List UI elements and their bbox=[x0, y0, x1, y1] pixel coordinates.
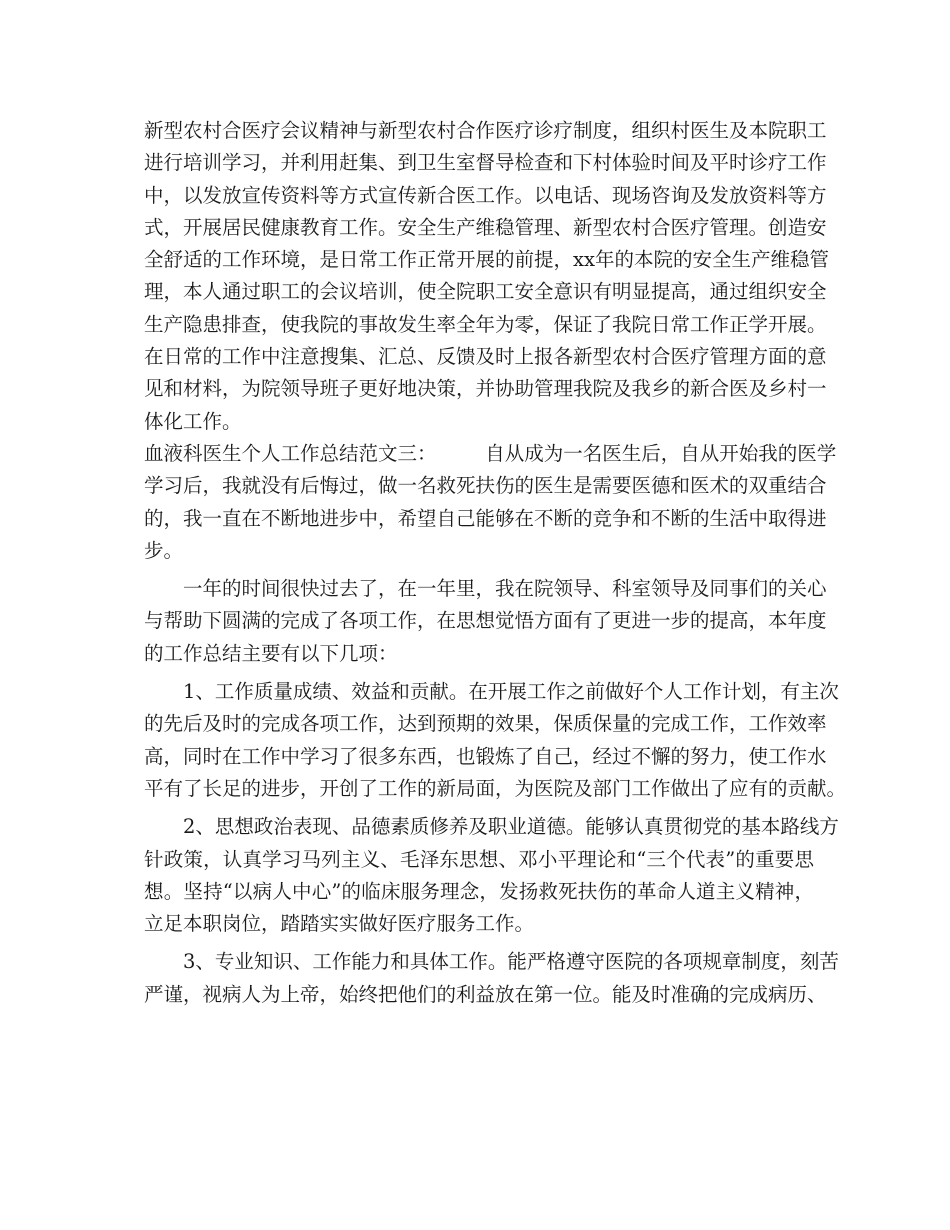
text-line: 生产隐患排查，使我院的事故发生率全年为零，保证了我院日常工作正学开展。 bbox=[144, 312, 827, 336]
text-line: 步。 bbox=[144, 538, 184, 562]
text-line: 严谨，视病人为上帝，始终把他们的利益放在第一位。能及时准确的完成病历、 bbox=[144, 982, 827, 1006]
text-line: 的，我一直在不断地进步中，希望自己能够在不断的竞争和不断的生活中取得进 bbox=[144, 506, 827, 530]
text-line: 见和材料，为院领导班子更好地决策，并协助管理我院及我乡的新合医及乡村一 bbox=[144, 377, 827, 401]
text-line: 新型农村合医疗会议精神与新型农村合作医疗诊疗制度，组织村医生及本院职工 bbox=[144, 119, 827, 142]
text-line: 式，开展居民健康教育工作。安全生产维稳管理、新型农村合医疗管理。创造安 bbox=[144, 215, 827, 239]
text-line: 平有了长足的进步，开创了工作的新局面，为医院及部门工作做出了应有的贡献。 bbox=[144, 776, 847, 800]
text-line: 理，本人通过职工的会议培训，使全院职工安全意识有明显提高，通过组织安全 bbox=[144, 280, 827, 304]
text-line: 高，同时在工作中学习了很多东西，也锻炼了自己，经过不懈的努力，使工作水 bbox=[144, 744, 827, 768]
text-line: 进行培训学习，并利用赶集、到卫生室督导检查和下村体验时间及平时诊疗工作 bbox=[144, 151, 827, 175]
document-body bbox=[144, 115, 847, 1011]
paragraph-first-line: 3、专业知识、工作能力和具体工作。能严格遵守医院的各项规章制度，刻苦 bbox=[183, 950, 839, 974]
text-line: 与帮助下圆满的完成了各项工作，在思想觉悟方面有了更进一步的提高，本年度 bbox=[144, 609, 827, 633]
text-line: 中，以发放宣传资料等方式宣传新合医工作。以电话、现场咨询及发放资料等方 bbox=[144, 183, 827, 207]
text-line: 学习后，我就没有后悔过，做一名救死扶伤的医生是需要医德和医术的双重结合 bbox=[144, 474, 827, 498]
text-line: 想。坚持“以病人中心”的临床服务理念，发扬救死扶伤的革命人道主义精神， bbox=[144, 879, 814, 903]
text-line: 体化工作。 bbox=[144, 409, 242, 433]
paragraph-first-line: 2、思想政治表现、品德素质修养及职业道德。能够认真贯彻党的基本路线方 bbox=[183, 815, 839, 839]
text-line: 全舒适的工作环境，是日常工作正常开展的前提，xx年的本院的安全生产维稳管 bbox=[144, 248, 829, 272]
paragraph-first-line: 1、工作质量成绩、效益和贡献。在开展工作之前做好个人工作计划，有主次 bbox=[183, 680, 839, 704]
section-heading-line: 血液科医生个人工作总结范文三： 自从成为一名医生后，自从开始我的医学 bbox=[144, 441, 837, 465]
text-line: 针政策，认真学习马列主义、毛泽东思想、邓小平理论和“三个代表”的重要思 bbox=[144, 847, 814, 871]
text-line: 立足本职岗位，踏踏实实做好医疗服务工作。 bbox=[144, 912, 535, 936]
paragraph-first-line: 一年的时间很快过去了，在一年里，我在院领导、科室领导及同事们的关心 bbox=[183, 577, 827, 601]
text-line: 的工作总结主要有以下几项： bbox=[144, 641, 398, 665]
text-line: 的先后及时的完成各项工作，达到预期的效果，保质保量的完成工作，工作效率 bbox=[144, 712, 827, 736]
text-line: 在日常的工作中注意搜集、汇总、反馈及时上报各新型农村合医疗管理方面的意 bbox=[144, 345, 827, 369]
